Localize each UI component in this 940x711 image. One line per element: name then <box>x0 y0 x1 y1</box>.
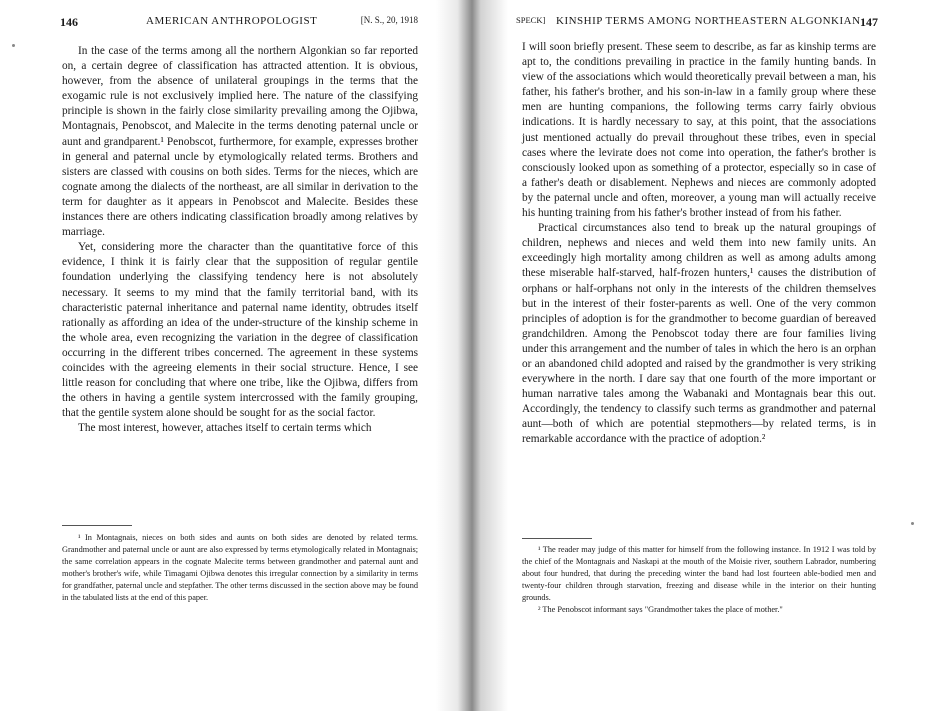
right-running-title: KINSHIP TERMS AMONG NORTHEASTERN ALGONKIAN <box>556 15 861 27</box>
scan-speck <box>12 44 15 47</box>
footnote: ¹ The reader may judge of this matter for himself from the following instance. In 1912 I was told by the chief of the Montagnais and Naskapi at the mouth of the Moisie river, southern Labrador, numbering about four hundred, that during the preceding winter the band had lost fourteen able-bodied men and twenty-four children through starvation, freezing and disease while in the interior on their hunting grounds. <box>522 545 876 602</box>
left-paragraph: In the case of the terms among all the northern Algonkian so far reported on, a certain degree of classification has attracted attention. It is obvious, however, from the absence of unilateral groupings in the terms that the exogamic rule is not exclusively implied here. The nature of the classifying principle is shown in the fairly close similarity prevailing among the Ojibwa, Montagnais, Penobscot, and Malecite in the terms denoting paternal uncle or aunt and grandparent.¹ Penobscot, furthermore, for example, expresses brother in general and paternal uncle by etymologically related terms. Brothers and sisters are classed with cousins on both sides. Terms for the nieces, which are cognate among the dialects of the northeast, are all similar in derivation to the term for daughter as it appears in Penobscot and Malecite. Besides these instances there are others indicating classification broadly among relatives by marriage. <box>62 45 418 239</box>
left-paragraph: Yet, considering more the character than the quantitative force of this evidence, I think it is fairly clear that the supposition of regular gentile foundation underlying the classifying tendency here is not absolutely necessary. It seems to my mind that the family territorial band, with its characteristic paternal inheritance and paternal name identity, obtrudes itself rationally as affording an idea of the under-structure of the kinship scheme in the whole area, even recognizing the variation in the degree of classification occurring in the different tribes concerned. The agreement in these systems coincides with the agreeing elements in their social structure. Hence, I see little reason for concluding that where one tribe, like the Ojibwa, differs from the others in having a gentile system intercrossed with the family grouping, that the gentile system alone should be sought for as the social factor. <box>62 241 418 420</box>
right-page <box>470 0 940 711</box>
right-footnotes <box>522 544 876 616</box>
scan-speck <box>911 522 914 525</box>
left-series-info: [N. S., 20, 1918 <box>360 15 418 25</box>
left-footnote-rule <box>62 525 132 526</box>
left-paragraph: The most interest, however, attaches itself to certain terms which <box>78 422 372 435</box>
footnote: ² The Penobscot informant says "Grandmother takes the place of mother." <box>538 605 783 614</box>
right-page-header <box>516 15 880 29</box>
left-page-number: 146 <box>60 15 78 29</box>
right-page-number: 147 <box>860 15 878 29</box>
left-page-header <box>60 15 420 29</box>
left-footnotes <box>62 532 418 604</box>
right-body-text <box>522 40 876 448</box>
left-body-text <box>62 44 418 436</box>
footnote: ¹ In Montagnais, nieces on both sides and aunts on both sides are denoted by related terms. Grandmother and paternal uncle or aunt are also expressed by terms etymologically related in Montagnais; the same correlation appears in the cognate Malecite terms between grandmother and paternal aunt and mother's brother's wife, while Timagami Ojibwa denotes this irregular connection by a similarity in terms for grandfather, paternal uncle and stepfather. The other terms discussed in the section above may be found in the tabulated lists at the end of this paper. <box>62 533 418 602</box>
left-running-title: AMERICAN ANTHROPOLOGIST <box>146 15 318 27</box>
right-author-tag: SPECK] <box>516 15 546 25</box>
right-paragraph: Practical circumstances also tend to break up the natural groupings of children, nephews and nieces and weld them into new family units. An exceedingly high mortality among children as well as among adults among these miserable half-starved, half-frozen hunters,¹ causes the distribution of orphans or half-orphans not only in the interests of the children themselves but in the interest of their foster-parents as well. One of the very common principles of adoption is for the grandmother to become guardian of bereaved grandchildren. Among the Penobscot today there are four families living under this arrangement and the number of tales in which the hero is an orphan or an abandoned child adopted and raised by the grandmother is very striking everywhere in the north. I dare say that one fourth of the more important or human narrative tales among the Wabanaki and Montagnais bear this out. Accordingly, the tendency to classify such terms as grandmother and paternal aunt—both of which are potential stepmothers—by related terms, is in remarkable accordance with the practice of adoption.² <box>522 222 876 446</box>
right-footnote-rule <box>522 538 592 539</box>
right-paragraph: I will soon briefly present. These seem to describe, as far as kinship terms are apt to, the conditions prevailing in practice in the family hunting bands. In view of the associations which would theoretically prevail between a man, his father, his father's brother, and his son-in-law in a family group where these men are hunting companions, the following terms carry fairly obvious indications. It is hardly necessary to say, at this point, that the associations just mentioned actually do prevail throughout these tribes, even in special cases where the levirate does not come into operation, the father's brother is consciously looked upon as something of a protector, especially so in case of a father's death or disablement. Nephews and nieces are commonly adopted by the paternal uncle and often, moreover, a young man will actually receive his hunting training from his father's brother instead of from his father. <box>522 41 876 220</box>
